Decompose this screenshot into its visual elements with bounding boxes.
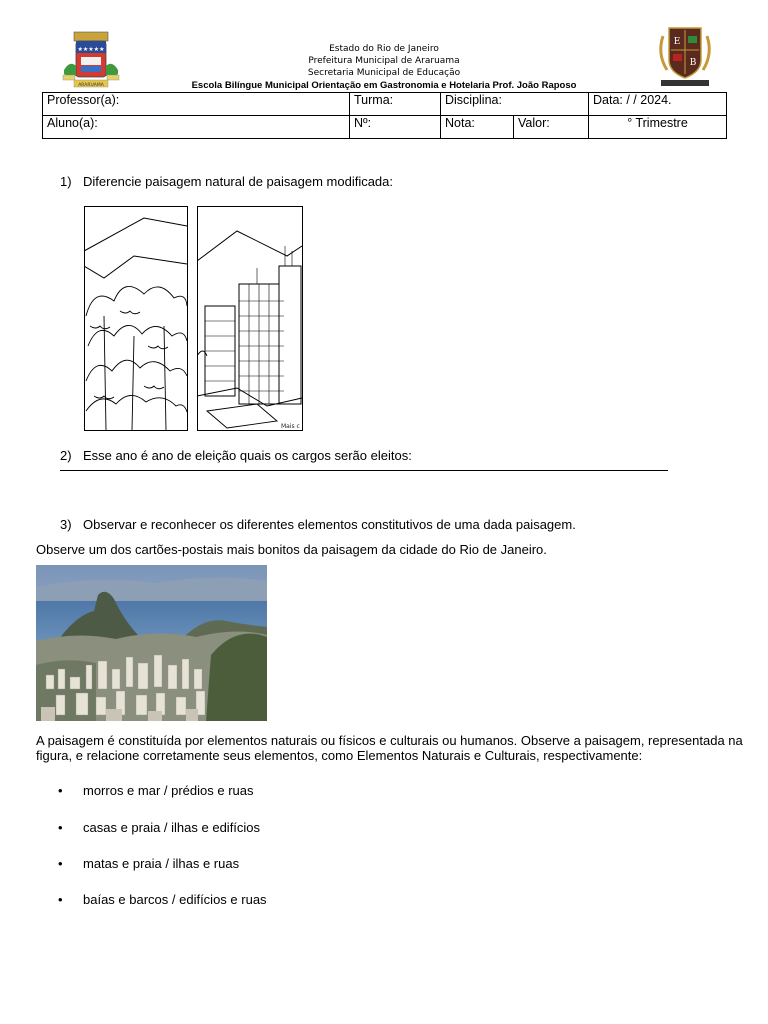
- crest-letter-e: E: [673, 37, 681, 47]
- option-4-bullet: •: [58, 892, 63, 907]
- paisagem-paragraph: A paisagem é constituída por elementos naturais ou físicos e culturais ou humanos. Observe a paisagem, representada na figura, e relacione corretamente seus elementos, como Elementos Naturais e Culturais, respectivamente:: [36, 733, 743, 763]
- header-prefecture: Prefeitura Municipal de Araruama: [308, 56, 460, 66]
- option-3-text: matas e praia / ilhas e ruas: [83, 856, 240, 871]
- question-2-text: Esse ano é ano de eleição quais os cargos serão eleitos:: [83, 448, 412, 463]
- professor-field[interactable]: Professor(a):: [43, 93, 350, 116]
- date-field[interactable]: Data: / / 2024.: [589, 93, 727, 116]
- header-secretariat: Secretaria Municipal de Educação: [307, 68, 461, 78]
- option-1-bullet: •: [58, 783, 63, 798]
- header-state: Estado do Rio de Janeiro: [329, 44, 439, 54]
- student-info-table: [42, 92, 727, 139]
- natural-landscape-drawing: [84, 206, 188, 431]
- aluno-field[interactable]: Aluno(a):: [43, 116, 350, 139]
- turma-field[interactable]: Turma:: [350, 93, 441, 116]
- image-credit-text: Mais c: [281, 423, 300, 430]
- question-3-number: 3): [60, 517, 72, 532]
- question-3-text: Observar e reconhecer os diferentes elementos constitutivos de uma dada paisagem.: [83, 517, 576, 532]
- option-1-text: morros e mar / prédios e ruas: [83, 783, 254, 798]
- question-2-number: 2): [60, 448, 72, 463]
- option-3-bullet: •: [58, 856, 63, 871]
- valor-field[interactable]: Valor:: [514, 116, 589, 139]
- numero-field[interactable]: Nº:: [350, 116, 441, 139]
- question-2-answer-line[interactable]: [60, 470, 668, 471]
- svg-text:★★★★★: ★★★★★: [77, 46, 105, 53]
- nota-field[interactable]: Nota:: [441, 116, 514, 139]
- left-logo-caption: ARARUAMA: [78, 83, 104, 88]
- crest-letter-b: B: [689, 58, 697, 68]
- rio-de-janeiro-photo: [36, 565, 267, 721]
- option-2-text: casas e praia / ilhas e edifícios: [83, 820, 261, 835]
- option-2-bullet: •: [58, 820, 63, 835]
- option-4-text: baías e barcos / edifícios e ruas: [83, 892, 267, 907]
- modified-landscape-drawing: [197, 206, 303, 431]
- question-1-text: Diferencie paisagem natural de paisagem modificada:: [83, 174, 394, 189]
- trimestre-field[interactable]: ° Trimestre: [589, 116, 727, 139]
- question-1-number: 1): [60, 174, 72, 189]
- observe-text: Observe um dos cartões-postais mais bonitos da paisagem da cidade do Rio de Janeiro.: [36, 542, 547, 557]
- header-school-name: Escola Bilíngue Municipal Orientação em Gastronomia e Hotelaria Prof. João Raposo: [191, 80, 577, 91]
- disciplina-field[interactable]: Disciplina:: [441, 93, 589, 116]
